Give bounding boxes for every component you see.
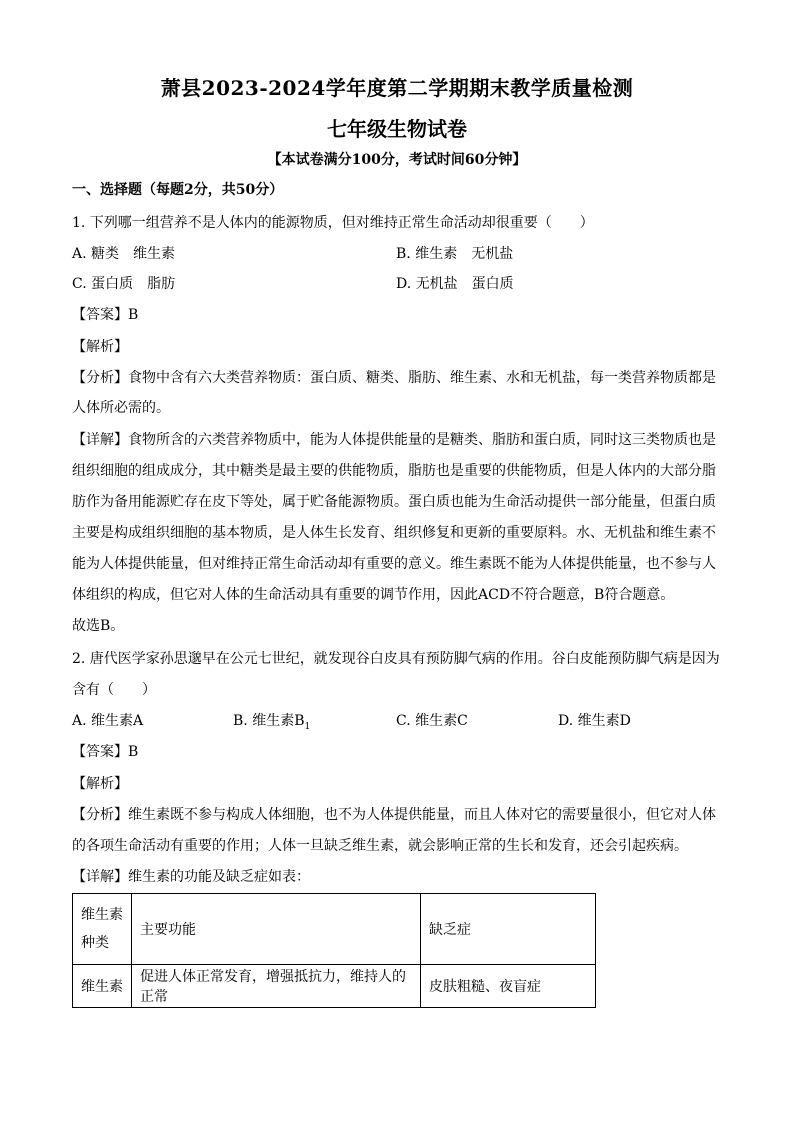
q2-stem-line-2: 含有（ ） bbox=[72, 682, 156, 698]
q1-answer bbox=[72, 305, 724, 325]
q1-option-a: A. 糖类 维生素 bbox=[72, 246, 176, 262]
exam-subtitle: 七年级生物试卷 bbox=[327, 117, 467, 141]
q1-option-d: D. 无机盐 蛋白质 bbox=[396, 276, 514, 292]
header-line: 种类 bbox=[81, 935, 109, 951]
fenxi-tag: 【分析】 bbox=[72, 807, 128, 823]
exam-note: 【本试卷满分100分，考试时间60分钟】 bbox=[267, 152, 527, 168]
table-header-row bbox=[73, 894, 596, 965]
q2-fenxi-line-1 bbox=[72, 805, 724, 825]
q1-detail-line-5: 能为人体提供能量，但对维持正常生命活动却有重要的意义。维生素既不能为人体提供能量，也不参与人 bbox=[72, 556, 716, 572]
q2-option-b-subscript: 1 bbox=[304, 721, 311, 732]
analysis-tag: 【解析】 bbox=[72, 776, 128, 792]
q1-detail-line-1 bbox=[72, 430, 724, 450]
table-header-cell-function: 主要功能 bbox=[132, 894, 421, 965]
q2-option-d: D. 维生素D bbox=[558, 713, 631, 729]
q1-analysis-tag bbox=[72, 337, 724, 357]
q2-option-b bbox=[233, 711, 310, 737]
fenxi-text: 维生素既不参与构成人体细胞，也不为人体提供能量，而且人体对它的需要量很小，但它对人体 bbox=[128, 807, 716, 823]
q2-answer bbox=[72, 742, 724, 762]
q1-detail-line-6: 体组织的构成，但它对人体的生命活动具有重要的调节作用，因此ACD不符合题意，B符合题意。 bbox=[72, 587, 675, 603]
exam-title: 萧县2023-2024学年度第二学期期末教学质量检测 bbox=[160, 76, 634, 100]
q1-option-c: C. 蛋白质 脂肪 bbox=[72, 276, 176, 292]
table-cell: 促进人体正常发育，增强抵抗力，维持人的正常 bbox=[132, 965, 421, 1008]
section-heading: 一、选择题（每题2分，共50分） bbox=[72, 182, 284, 198]
table-cell: 维生素 bbox=[73, 965, 132, 1008]
q2-detail-line bbox=[72, 867, 724, 887]
q1-option-b: B. 维生素 无机盐 bbox=[396, 246, 514, 262]
q2-option-b-text: B. 维生素B bbox=[233, 713, 305, 729]
q1-conclusion: 故选B。 bbox=[72, 618, 125, 634]
q1-detail-line-2: 组织细胞的组成成分，其中糖类是最主要的供能物质，脂肪也是重要的供能物质，但是人体内的大部分脂 bbox=[72, 463, 716, 479]
q1-detail-line-3: 肪作为备用能源贮存在皮下等处，属于贮备能源物质。蛋白质也能为生命活动提供一部分能量，但蛋白质 bbox=[72, 494, 716, 510]
q1-fenxi-line-2: 人体所必需的。 bbox=[72, 400, 170, 416]
answer-value: B bbox=[128, 307, 139, 323]
q1-detail-line-4: 主要是构成组织细胞的基本物质，是人体生长发育、组织修复和更新的重要原料。水、无机盐和维生素不 bbox=[72, 525, 716, 541]
header-line: 维生素 bbox=[81, 907, 123, 923]
fenxi-text: 食物中含有六大类营养物质：蛋白质、糖类、脂肪、维生素、水和无机盐，每一类营养物质都是 bbox=[128, 370, 716, 386]
table-header-cell-deficiency: 缺乏症 bbox=[421, 894, 596, 965]
q2-fenxi-line-2: 的各项生命活动有重要的作用；人体一旦缺乏维生素，就会影响正常的生长和发育，还会引起疾病。 bbox=[72, 838, 688, 854]
analysis-tag: 【解析】 bbox=[72, 339, 128, 355]
fenxi-tag: 【分析】 bbox=[72, 370, 128, 386]
q2-stem-line-1: 2. 唐代医学家孙思邈早在公元七世纪，就发现谷白皮具有预防脚气病的作用。谷白皮能预防脚气病是因为 bbox=[72, 651, 720, 667]
detail-text: 食物所含的六类营养物质中，能为人体提供能量的是糖类、脂肪和蛋白质，同时这三类物质也是 bbox=[128, 432, 716, 448]
q1-fenxi-line-1 bbox=[72, 368, 724, 388]
table-header-cell-type bbox=[73, 894, 132, 965]
answer-value: B bbox=[128, 744, 139, 760]
q1-stem: 1. 下列哪一组营养不是人体内的能源物质，但对维持正常生命活动却很重要（ ） bbox=[72, 215, 594, 231]
q2-analysis-tag bbox=[72, 774, 724, 794]
q2-option-c: C. 维生素C bbox=[396, 713, 468, 729]
q2-option-a: A. 维生素A bbox=[72, 713, 144, 729]
vitamin-table bbox=[72, 893, 596, 1008]
answer-tag: 【答案】 bbox=[72, 744, 128, 760]
detail-tag: 【详解】 bbox=[72, 869, 128, 885]
table-cell: 皮肤粗糙、夜盲症 bbox=[421, 965, 596, 1008]
answer-tag: 【答案】 bbox=[72, 307, 128, 323]
detail-tag: 【详解】 bbox=[72, 432, 128, 448]
table-row bbox=[73, 965, 596, 1008]
detail-text: 维生素的功能及缺乏症如表： bbox=[128, 869, 310, 885]
